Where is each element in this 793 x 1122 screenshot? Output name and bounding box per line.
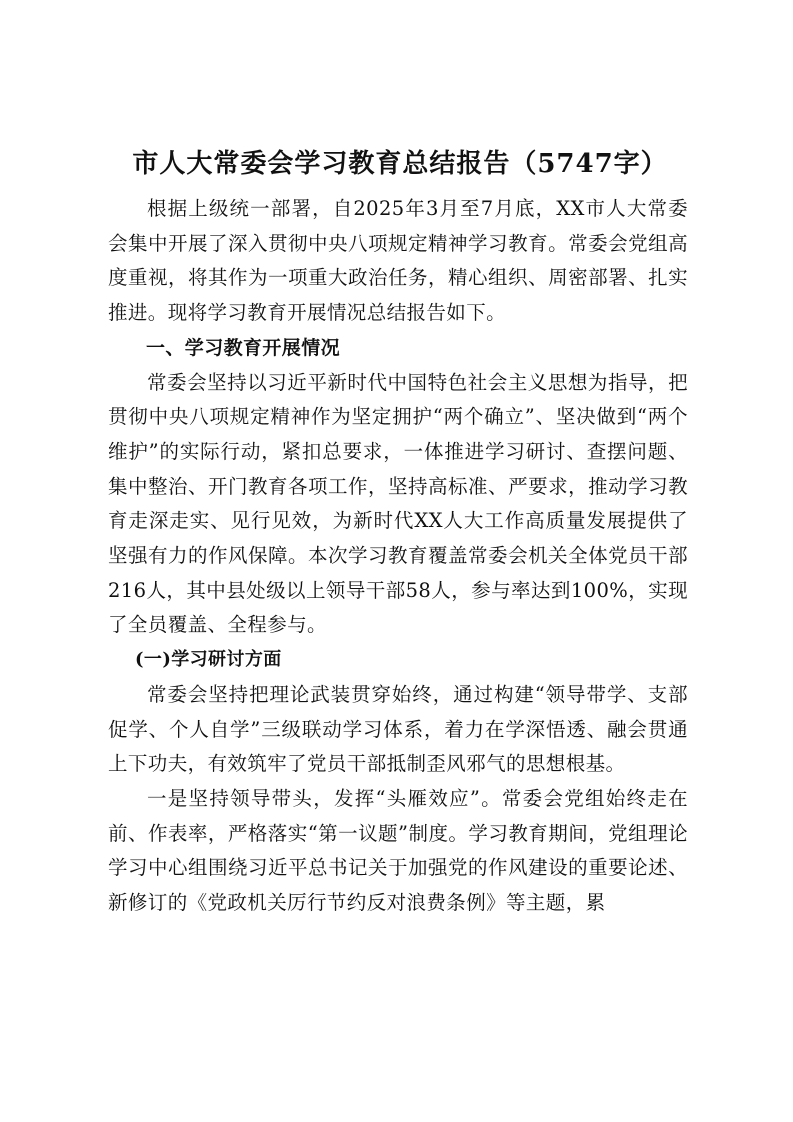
subsection-heading-1: (一)学习研讨方面 (135, 649, 282, 671)
document-title: 市人大常委会学习教育总结报告（5747字） (132, 149, 668, 179)
document-body (108, 192, 688, 921)
intro-paragraph: 根据上级统一部署，自2025年3月至7月底，XX市人大常委会集中开展了深入贯彻中央八项规定精神学习教育。常委会党组高度重视，将其作为一项重大政治任务，精心组织、周密部署、扎实推进。现将学习教育开展情况总结报告如下。 (108, 197, 688, 325)
point-1-paragraph: 一是坚持领导带头，发挥“头雁效应”。常委会党组始终走在前、作表率，严格落实“第一议题”制度。学习教育期间，党组理论学习中心组围绕习近平总书记关于加强党的作风建设的重要论述、新修订的《党政机关厉行节约反对浪费条例》等主题，累 (108, 786, 688, 915)
section-1-paragraph: 常委会坚持以习近平新时代中国特色社会主义思想为指导，把贯彻中央八项规定精神作为坚定拥护“两个确立”、坚决做到“两个维护”的实际行动，紧扣总要求，一体推进学习研讨、查摆问题、集中整治、开门教育各项工作，坚持高标准、严要求，推动学习教育走深走实、见行见效，为新时代XX人大工作高质量发展提供了坚强有力的作风保障。本次学习教育覆盖常委会机关全体党员干部216人，其中县处级以上领导干部58人，参与率达到100%，实现了全员覆盖、全程参与。 (108, 370, 688, 637)
subsection-1-paragraph: 常委会坚持把理论武装贯穿始终，通过构建“领导带学、支部促学、个人自学”三级联动学习体系，着力在学深悟透、融会贯通上下功夫，有效筑牢了党员干部抵制歪风邪气的思想根基。 (108, 682, 688, 776)
section-heading-1: 一、学习教育开展情况 (146, 336, 341, 359)
